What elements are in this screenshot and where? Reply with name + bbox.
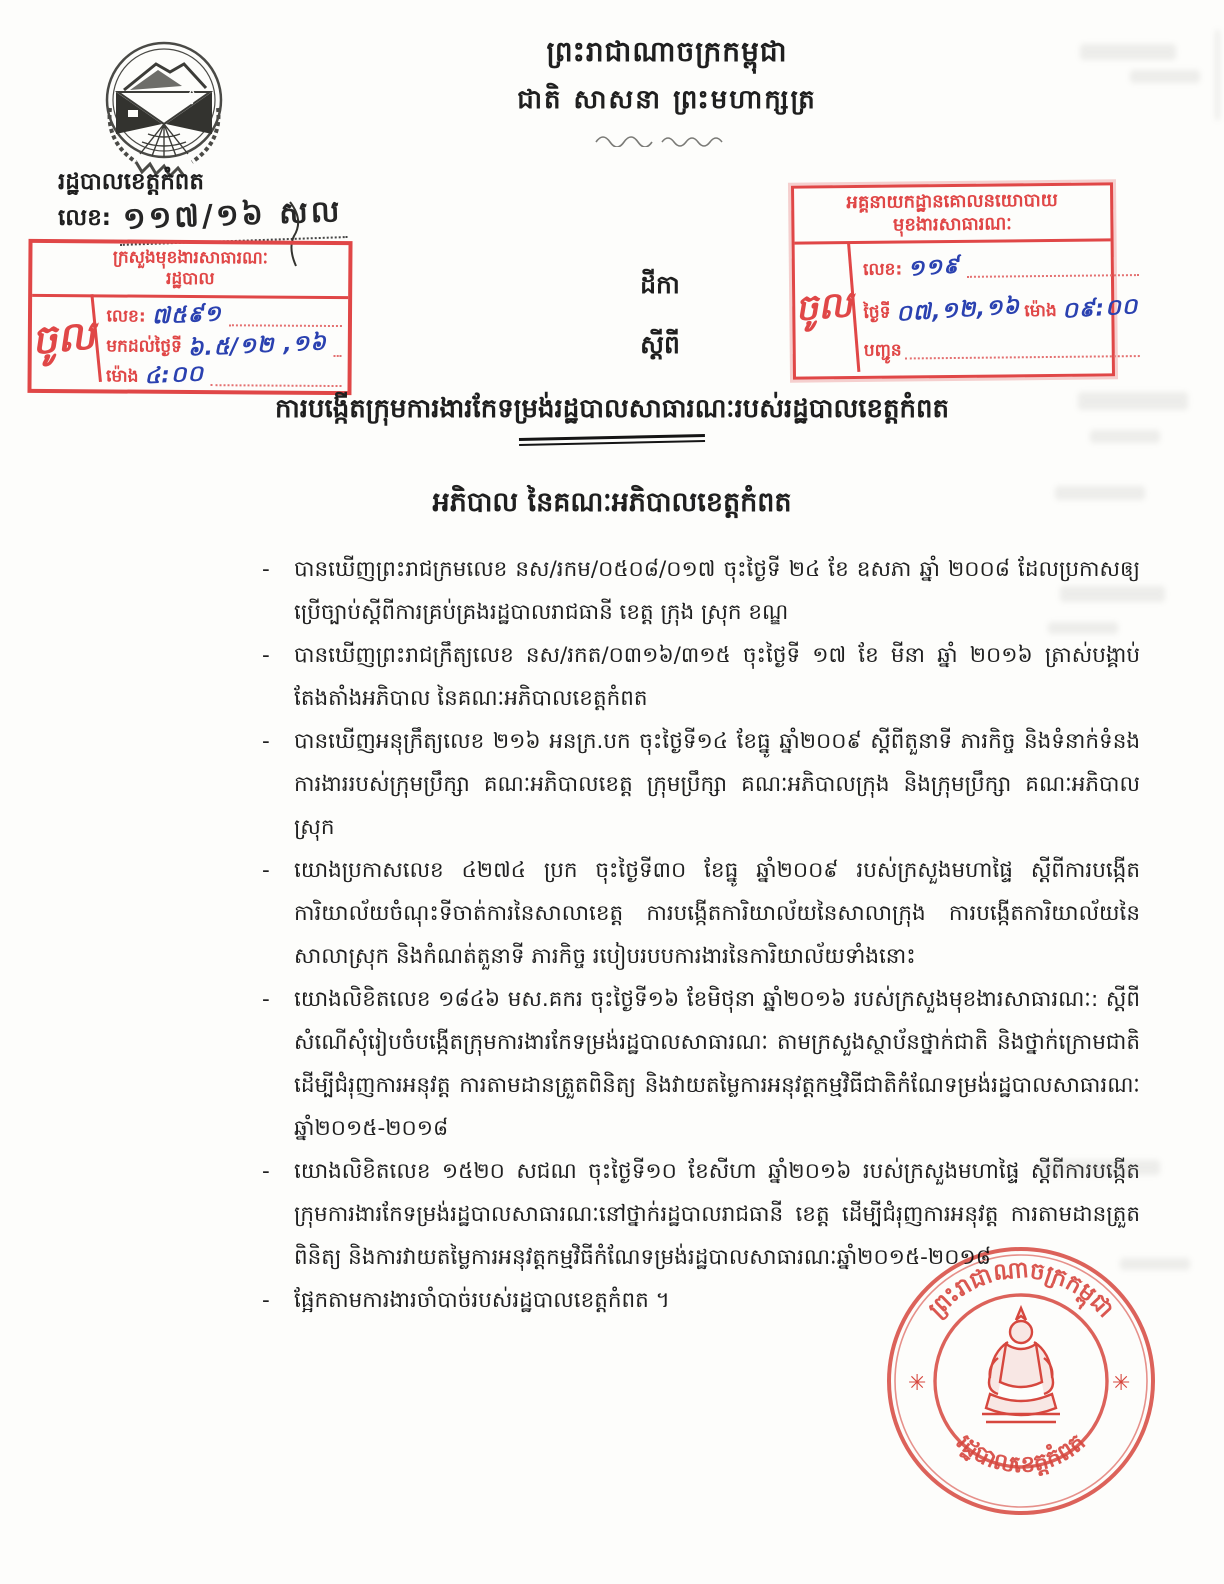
scan-artifact <box>1040 1160 1160 1175</box>
bullet-text: ផ្អែកតាមការងារចាំបាច់របស់រដ្ឋបាលខេត្តកំពត ។ <box>294 1288 670 1313</box>
row-label: លេខ: <box>106 305 146 327</box>
bullet-dash: - <box>262 987 270 1012</box>
national-header <box>362 34 972 151</box>
bullet-text: យោងលិខិតលេខ ១៥២០ សជណ ចុះថ្ងៃទី១០ ខែសីហា ឆ្នាំ២០១៦ របស់ក្រសួងមហាផ្ទៃ ស្តីពីការបង្កើតក្រុមការងារកែទម្រង់រដ្ឋបាលសាធារណៈនៅថ្នាក់រដ្ឋបាលរាជធានី ខេត្ត ដើម្បីជំរុញការអនុវត្ត ការតាមដានត្រួតពិនិត្យ និងការវាយតម្លៃការអនុវត្តកម្មវិធីកំណែទម្រង់រដ្ឋបាលសាធារណៈឆ្នាំ២០១៥-២០១៨ <box>294 1159 1140 1270</box>
ingress-stamp-ministry <box>27 239 352 395</box>
row-label: ម៉ោង <box>106 365 139 387</box>
bullet-dash: - <box>262 643 270 668</box>
seal-arc-top-text: ព្រះរាជាណាចក្រកម្ពុជា <box>923 1256 1119 1323</box>
row-value-handwritten: ០៧,១២,១៦ <box>895 293 1021 327</box>
row-value-handwritten: ១១៩ <box>907 253 961 282</box>
scan-artifact <box>1090 430 1160 443</box>
provincial-emblem-icon <box>84 34 244 190</box>
stamp-right-header-line1: អគ្គនាយកដ្ឋានគោលនយោបាយ <box>846 189 1058 214</box>
provincial-round-seal <box>878 1238 1164 1528</box>
row-value-handwritten: ៤:០០ <box>143 361 205 389</box>
row-label: មកដល់ថ្ងៃទី <box>106 335 182 357</box>
bullet-text: យោងប្រកាសលេខ ៤២៧៤ ប្រក ចុះថ្ងៃទី៣០ ខែធ្នូ ឆ្នាំ២០០៩ របស់ក្រសួងមហាផ្ទៃ ស្តីពីការបង្កើតការិយាល័យចំណុះទីចាត់ការនៃសាលាខេត្ត ការបង្កើតការិយាល័យនៃសាលាក្រុង ការបង្កើតការិយាល័យនៃសាលាស្រុក និងកំណត់តួនាទី ភារកិច្ច របៀបរបបការងារនៃការិយាល័យទាំងនោះ <box>294 858 1140 969</box>
seal-star-left: ✳ <box>908 1371 927 1396</box>
list-item <box>262 548 1140 634</box>
scan-artifact <box>1078 392 1188 410</box>
header-flourish-icon <box>592 131 742 147</box>
list-item <box>262 634 1140 720</box>
bullet-dash: - <box>262 1288 270 1313</box>
seal-star-right: ✳ <box>1112 1371 1131 1396</box>
row-label: បញ្ជូន <box>863 340 902 361</box>
row-label: ថ្ងៃទី <box>863 302 891 323</box>
scan-artifact <box>1048 622 1118 634</box>
stamp-right-header-line2: មុខងារសាធារណៈ <box>892 212 1012 236</box>
list-item <box>262 849 1140 978</box>
stamp-right-header <box>794 185 1111 244</box>
round-seal-icon <box>878 1238 1164 1524</box>
bullet-text: បានឃើញព្រះរាជក្រមលេខ នស/រកម/០៥០៨/០១៧ ចុះថ្ងៃទី ២៤ ខែ ឧសភា ឆ្នាំ ២០០៨ ដែលប្រកាសឲ្យប្រើច្បាប់ស្តីពីការគ្រប់គ្រងរដ្ឋបាលរាជធានី ខេត្ត ក្រុង ស្រុក ខណ្ឌ <box>294 557 1140 625</box>
dotted-leader <box>228 324 342 327</box>
list-item <box>262 978 1140 1150</box>
svg-text:រដ្ឋបាលខេត្តកំពត <box>951 1429 1090 1478</box>
doc-subject-label: ស្តីពី <box>640 330 680 359</box>
underline-bottom <box>519 440 705 446</box>
seal-figure-icon <box>982 1308 1060 1422</box>
bullet-text: យោងលិខិតលេខ ១៨៤៦ មស.គករ ចុះថ្ងៃទី១៦ ខែមិថុនា ឆ្នាំ២០១៦ របស់ក្រសួងមុខងារសាធារណៈ: ស្តីពីសំណើសុំរៀបចំបង្កើតក្រុមការងារកែទម្រង់រដ្ឋបាលសាធារណៈ តាមក្រសួងស្ថាប័នថ្នាក់ជាតិ និងថ្នាក់ក្រោមជាតិដើម្បីជំរុញការអនុវត្ត ការតាមដានត្រួតពិនិត្យ និងវាយតម្លៃការអនុវត្តកម្មវិធីជាតិកំណែទម្រង់រដ្ឋបាលសាធារណៈឆ្នាំ២០១៥-២០១៨ <box>294 987 1140 1141</box>
stamp-left-in-mark: ចូល <box>28 294 103 388</box>
kingdom-title: ព្រះរាជាណាចក្រកម្ពុជា <box>546 35 788 68</box>
doc-type-label: ដីកា <box>640 270 680 299</box>
ref-number-handwritten: ១១៧/១៦ សល <box>118 192 347 246</box>
addressee-heading: អភិបាល នៃគណៈអភិបាលខេត្តកំពត <box>432 487 792 518</box>
bullet-dash: - <box>262 858 270 883</box>
document-body <box>262 548 1140 1322</box>
scan-artifact <box>1055 486 1145 500</box>
bullet-dash: - <box>262 557 270 582</box>
scan-artifact <box>1130 70 1200 83</box>
bullet-text: បានឃើញព្រះរាជក្រឹត្យលេខ នស/រកត/០៣១៦/៣១៥ ចុះថ្ងៃទី ១៧ ខែ មីនា ឆ្នាំ ២០១៦ ត្រាស់បង្គាប់តែងតាំងអភិបាល នៃគណៈអភិបាលខេត្តកំពត <box>294 643 1140 711</box>
dotted-leader <box>211 384 342 387</box>
stamp-left-header-line1: ក្រសួងមុខងារសាធារណៈ <box>112 247 269 269</box>
bullet-dash: - <box>262 1159 270 1184</box>
ref-label: លេខ: <box>58 205 111 231</box>
bullet-text: បានឃើញអនុក្រឹត្យលេខ ២១៦ អនក្រ.បក ចុះថ្ងៃទី១៤ ខែធ្នូ ឆ្នាំ២០០៩ ស្តីពីតួនាទី ភារកិច្ច និងទំនាក់ទំនងការងាររបស់ក្រុមប្រឹក្សា គណៈអភិបាលខេត្ត ក្រុមប្រឹក្សា គណៈអភិបាលក្រុង និងក្រុមប្រឹក្សា គណៈអភិបាលស្រុក <box>294 729 1140 840</box>
seal-arc-bottom-text: រដ្ឋបាលខេត្តកំពត <box>951 1429 1091 1479</box>
row-label: លេខ: <box>862 259 903 280</box>
stamp-left-header-line2: រដ្ឋបាល <box>165 269 215 290</box>
list-item <box>262 720 1140 849</box>
office-name: រដ្ឋបាលខេត្តកំពត <box>58 169 204 195</box>
row-value-handwritten: ៧៥៩១ <box>151 300 222 330</box>
national-motto: ជាតិ សាសនា ព្រះមហាក្សត្រ <box>517 85 817 115</box>
scan-artifact <box>1080 44 1176 60</box>
row-label2: ម៉ោង <box>1024 300 1057 321</box>
stamp-right-in-mark: ចូល <box>790 242 860 376</box>
row-value-handwritten: ៦.៥/១២ ,១៦ <box>187 329 328 362</box>
doc-title: ការបង្កើតក្រុមការងារកែទម្រង់រដ្ឋបាលសាធារណៈរបស់រដ្ឋបាលខេត្តកំពត <box>274 394 950 424</box>
scan-artifact <box>1216 30 1219 120</box>
title-underline <box>519 434 705 446</box>
bullet-dash: - <box>262 729 270 754</box>
scan-artifact <box>1060 586 1165 602</box>
row-value2-handwritten: ០៩:០០ <box>1061 293 1140 324</box>
